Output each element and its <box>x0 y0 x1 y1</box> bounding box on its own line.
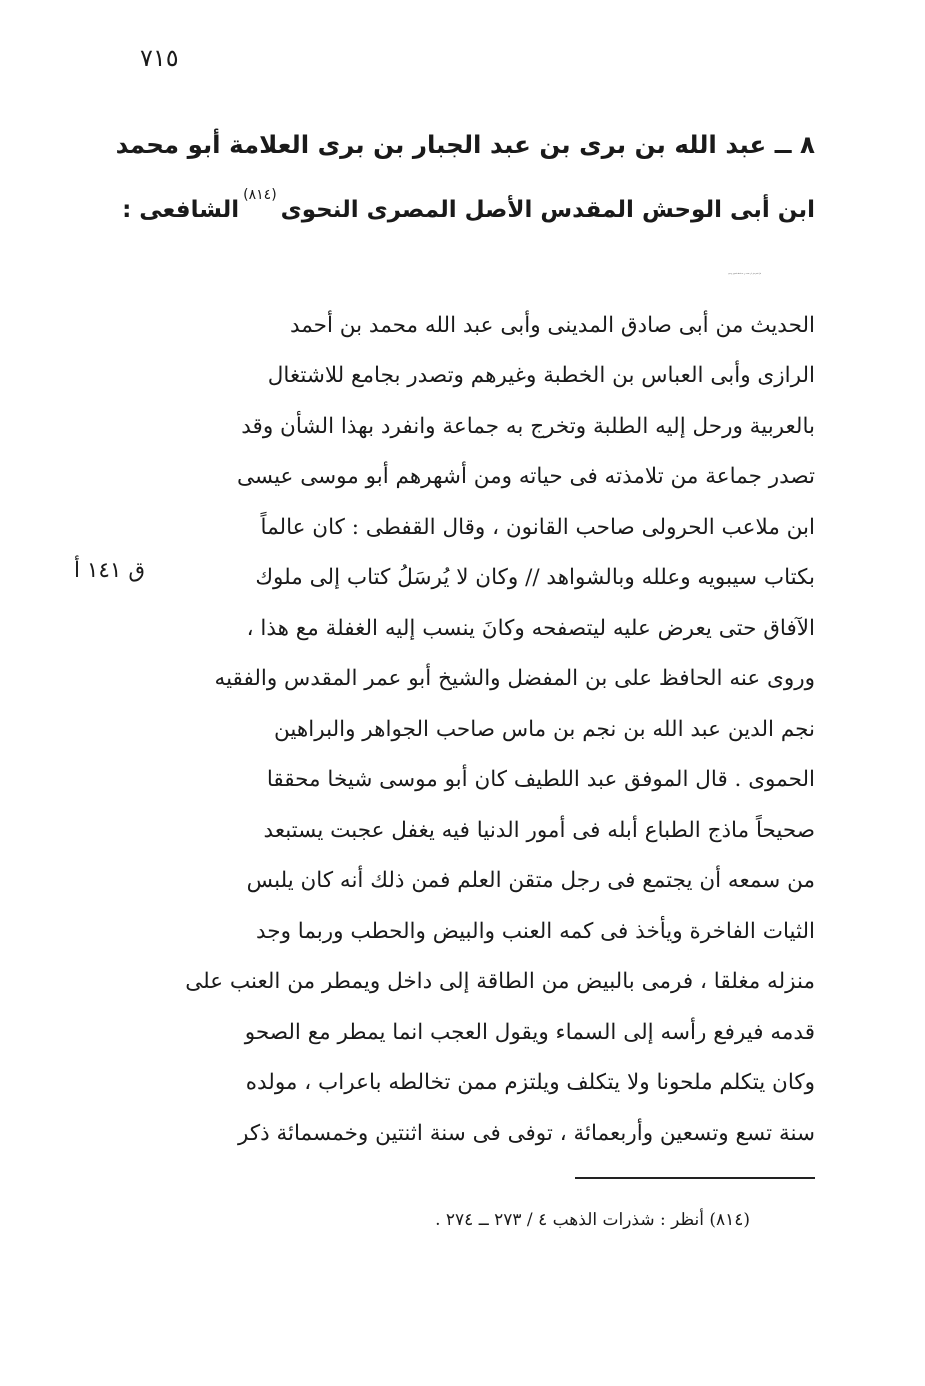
manuscript-folio-note: ق ١٤١ أ <box>74 558 145 583</box>
body-line: بالعربية ورحل إليه الطلبة وتخرج به جماعة وانفرد بهذا الشأن وقد <box>241 413 815 439</box>
body-line: قرأ النحو على أبى محمد بن عبد الملك النحوى وسمع <box>728 274 761 275</box>
body-line: قدمه فيرفع رأسه إلى السماء ويقول العجب انما يمطر مع الصحو <box>244 1019 815 1045</box>
body-line: نجم الدين عبد الله بن نجم بن ماس صاحب الجواهر والبراهين <box>274 716 815 742</box>
body-line: صحيحاً ماذج الطباع أبله فى أمور الدنيا فيه يغفل عجبت يستبعد <box>263 817 815 843</box>
body-line: ابن ملاعب الحرولى صاحب القانون ، وقال القفطى : كان عالماً <box>260 514 815 540</box>
body-line: من سمعه أن يجتمع فى رجل متقن العلم فمن ذلك أنه كان يلبس <box>246 868 815 893</box>
body-line: وروى عنه الحافظ على بن المفضل والشيخ أبو عمر المقدس والفقيه <box>214 666 815 691</box>
entry-heading <box>110 120 815 235</box>
footnote-reference: (٨١٤) <box>243 187 277 203</box>
body-paragraph <box>110 250 815 1159</box>
footnote: (٨١٤) أنظر : شذرات الذهب ٤ / ٢٧٣ ــ ٢٧٤ . <box>435 1210 750 1230</box>
heading-line-2 <box>110 170 815 235</box>
body-line: بكتاب سيبويه وعلله وبالشواهد // وكان لا يُرسَلُ كتاب إلى ملوك <box>255 565 815 590</box>
body-line: الآفاق حتى يعرض عليه ليتصفحه وكانَ ينسب إليه الغفلة مع هذا ، <box>246 615 815 641</box>
body-line: سنة تسع وتسعين وأربعمائة ، توفى فى سنة اثنتين وخمسمائة ذكر <box>237 1120 815 1146</box>
body-line: الحموى . قال الموفق عبد اللطيف كان أبو موسى شيخا محققا <box>266 767 815 792</box>
body-line: وكان يتكلم ملحونا ولا يتكلف ويلتزم ممن تخالطه باعراب ، مولده <box>245 1070 815 1095</box>
body-line: تصدر جماعة من تلامذته فى حياته ومن أشهرهم أبو موسى عيسى <box>236 464 815 489</box>
body-line: منزله مغلقا ، فرمى بالبيض من الطاقة إلى داخل ويمطر من العنب على <box>185 969 815 994</box>
heading-line-2-end: الشافعى : <box>122 197 240 223</box>
page-number: ٧١٥ <box>140 44 179 72</box>
body-line: الرازى وأبى العباس بن الخطبة وغيرهم وتصدر بجامع للاشتغال <box>267 363 815 388</box>
footnote-divider <box>575 1177 815 1179</box>
heading-line-1: ٨ ــ عبد الله بن برى بن عبد الجبار بن برى العلامة أبو محمد <box>115 130 815 159</box>
body-line: الثيات الفاخرة ويأخذ فى كمه العنب والبيض والحطب وربما وجد <box>256 918 815 944</box>
heading-line-2-text: ابن أبى الوحش المقدس الأصل المصرى النحوى <box>280 197 815 223</box>
body-line: الحديث من أبى صادق المدينى وأبى عبد الله محمد بن أحمد <box>289 312 815 338</box>
